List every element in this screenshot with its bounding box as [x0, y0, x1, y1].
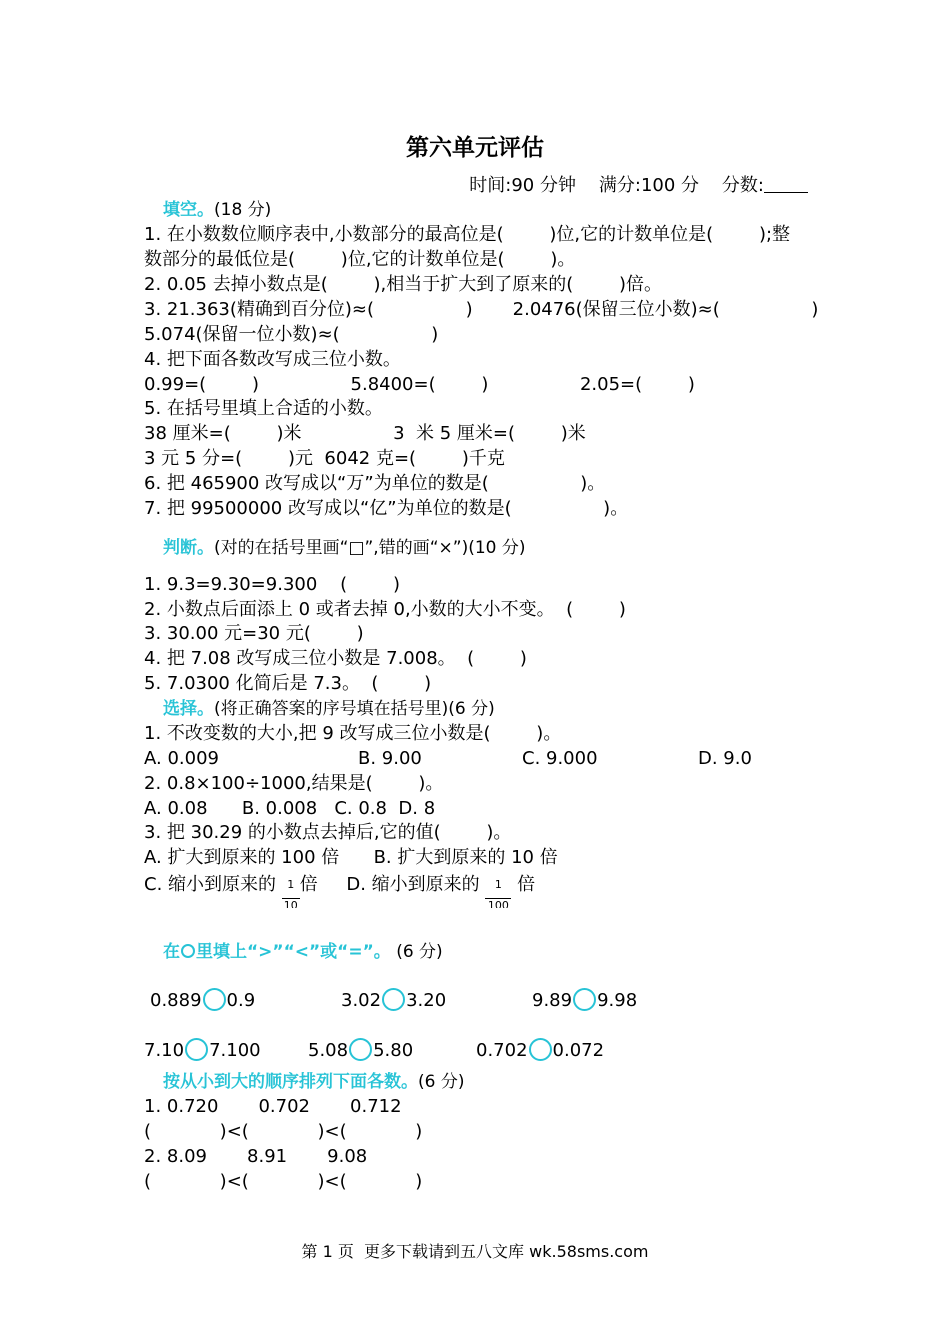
compare-left: 9.89 [532, 990, 573, 1011]
section-choice-instruction: (将正确答案的序号填在括号里)(6 分) [214, 699, 495, 719]
fill-line: 5.074(保留一位小数)≈( ) [144, 324, 439, 345]
compare-right: 3.20 [406, 990, 447, 1011]
compare-left: 0.889 [150, 990, 202, 1011]
choice-q3-option-d: D. 缩小到原来的 [346, 874, 480, 895]
choice-q2: 2. 0.8×100÷1000,结果是( )。 [144, 773, 444, 794]
choice-q3-option-c: C. 缩小到原来的 [144, 874, 277, 895]
compare-right: 0.072 [552, 1040, 605, 1061]
fill-line: 0.99=( ) 5.8400=( ) 2.05=( ) [144, 374, 695, 395]
fraction-one-tenth [282, 873, 300, 908]
full-score: 满分:100 分 [598, 175, 700, 196]
fill-line: 5. 在括号里填上合适的小数。 [144, 398, 383, 419]
section-choice-title: 选择。 [163, 699, 214, 719]
page-title: 第六单元评估 [406, 134, 544, 161]
compare-circle[interactable] [349, 1038, 372, 1061]
section-choice-heading [163, 697, 495, 721]
compare-circle[interactable] [382, 988, 405, 1011]
fraction-numerator: 1 [287, 878, 295, 891]
judge-line: 4. 把 7.08 改写成三位小数是 7.008。 ( ) [144, 648, 527, 669]
fill-line: 6. 把 465900 改写成以“万”为单位的数是( )。 [144, 473, 606, 494]
judge-line: 3. 30.00 元=30 元( ) [144, 623, 364, 644]
choice-q1: 1. 不改变数的大小,把 9 改写成三位小数是( )。 [144, 723, 562, 744]
order-q2-answer: ( )<( )<( ) [144, 1171, 423, 1192]
score-label: 分数: [721, 175, 764, 196]
compare-circle[interactable] [203, 988, 226, 1011]
compare-left: 0.702 [476, 1040, 528, 1061]
compare-item [144, 1038, 261, 1063]
fill-line: 4. 把下面各数改写成三位小数。 [144, 349, 401, 370]
compare-item [532, 988, 637, 1013]
judge-line: 2. 小数点后面添上 0 或者去掉 0,小数的大小不变。 ( ) [144, 599, 626, 620]
fraction-one-hundredth [485, 873, 511, 908]
section-judge-instruction: (对的在括号里画“□”,错的画“×”)(10 分) [214, 538, 526, 558]
section-compare-heading [163, 940, 443, 964]
times-label: 倍 [299, 874, 318, 895]
fraction-denominator: 10 [283, 900, 298, 908]
order-q2: 2. 8.09 8.91 9.08 [144, 1146, 368, 1167]
circle-icon [181, 944, 195, 958]
section-fill-points: (18 分) [214, 200, 272, 220]
choice-q1-option-a: A. 0.009 [144, 748, 219, 769]
fill-line: 3 元 5 分=( )元 6042 克=( )千克 [144, 448, 505, 469]
section-order-points: (6 分) [418, 1072, 465, 1092]
order-q1-answer: ( )<( )<( ) [144, 1121, 423, 1142]
compare-circle[interactable] [529, 1038, 552, 1061]
section-compare-points: (6 分) [396, 942, 443, 962]
choice-q2-options: A. 0.08 B. 0.008 C. 0.8 D. 8 [144, 798, 436, 819]
fill-line: 38 厘米=( )米 3 米 5 厘米=( )米 [144, 423, 586, 444]
fill-line: 2. 0.05 去掉小数点是( ),相当于扩大到了原来的( )倍。 [144, 274, 663, 295]
page-footer: 第 1 页 更多下载请到五八文库 wk.58sms.com [301, 1242, 649, 1261]
section-fill-heading [163, 198, 271, 222]
section-judge-heading [163, 536, 526, 560]
choice-q1-option-d: D. 9.0 [698, 748, 752, 769]
compare-item [341, 988, 446, 1013]
compare-right: 7.100 [209, 1040, 261, 1061]
order-q1: 1. 0.720 0.702 0.712 [144, 1096, 402, 1117]
time-limit: 时间:90 分钟 [469, 175, 576, 196]
section-judge-title: 判断。 [163, 538, 214, 558]
compare-right: 5.80 [373, 1040, 414, 1061]
compare-right: 9.98 [597, 990, 638, 1011]
choice-q1-option-c: C. 9.000 [522, 748, 598, 769]
compare-left: 3.02 [341, 990, 382, 1011]
fill-line: 3. 21.363(精确到百分位)≈( ) 2.0476(保留三位小数)≈( ) [144, 299, 819, 320]
section-compare-title-a: 在 [163, 942, 180, 962]
compare-right: 0.9 [226, 990, 256, 1011]
section-compare-title-b: 里填上“>”“<”或“=”。 [196, 942, 391, 962]
fraction-bar [485, 898, 511, 899]
fraction-numerator: 1 [494, 878, 502, 891]
compare-item [308, 1038, 413, 1063]
section-fill-title: 填空。 [163, 200, 214, 220]
compare-item [150, 988, 255, 1013]
fill-line: 1. 在小数数位顺序表中,小数部分的最高位是( )位,它的计数单位是( );整 [144, 224, 791, 245]
section-order-heading [163, 1070, 464, 1094]
fill-line: 7. 把 99500000 改写成以“亿”为单位的数是( )。 [144, 498, 629, 519]
choice-q1-option-b: B. 9.00 [358, 748, 422, 769]
compare-left: 7.10 [144, 1040, 185, 1061]
score-blank[interactable] [764, 174, 808, 193]
fraction-denominator: 100 [487, 900, 509, 908]
compare-circle[interactable] [573, 988, 596, 1011]
compare-item [476, 1038, 604, 1063]
fraction-bar [282, 898, 300, 899]
times-label: 倍 [517, 874, 536, 895]
choice-q3-options-cd [144, 873, 536, 908]
section-order-title: 按从小到大的顺序排列下面各数。 [163, 1072, 418, 1092]
fill-line: 数部分的最低位是( )位,它的计数单位是( )。 [144, 249, 576, 270]
compare-circle[interactable] [185, 1038, 208, 1061]
choice-q3-options-ab: A. 扩大到原来的 100 倍 B. 扩大到原来的 10 倍 [144, 847, 558, 868]
choice-q3: 3. 把 30.29 的小数点去掉后,它的值( )。 [144, 822, 512, 843]
exam-meta [469, 174, 808, 198]
compare-left: 5.08 [308, 1040, 349, 1061]
judge-line: 5. 7.0300 化简后是 7.3。 ( ) [144, 673, 432, 694]
judge-line: 1. 9.3=9.30=9.300 ( ) [144, 574, 400, 595]
